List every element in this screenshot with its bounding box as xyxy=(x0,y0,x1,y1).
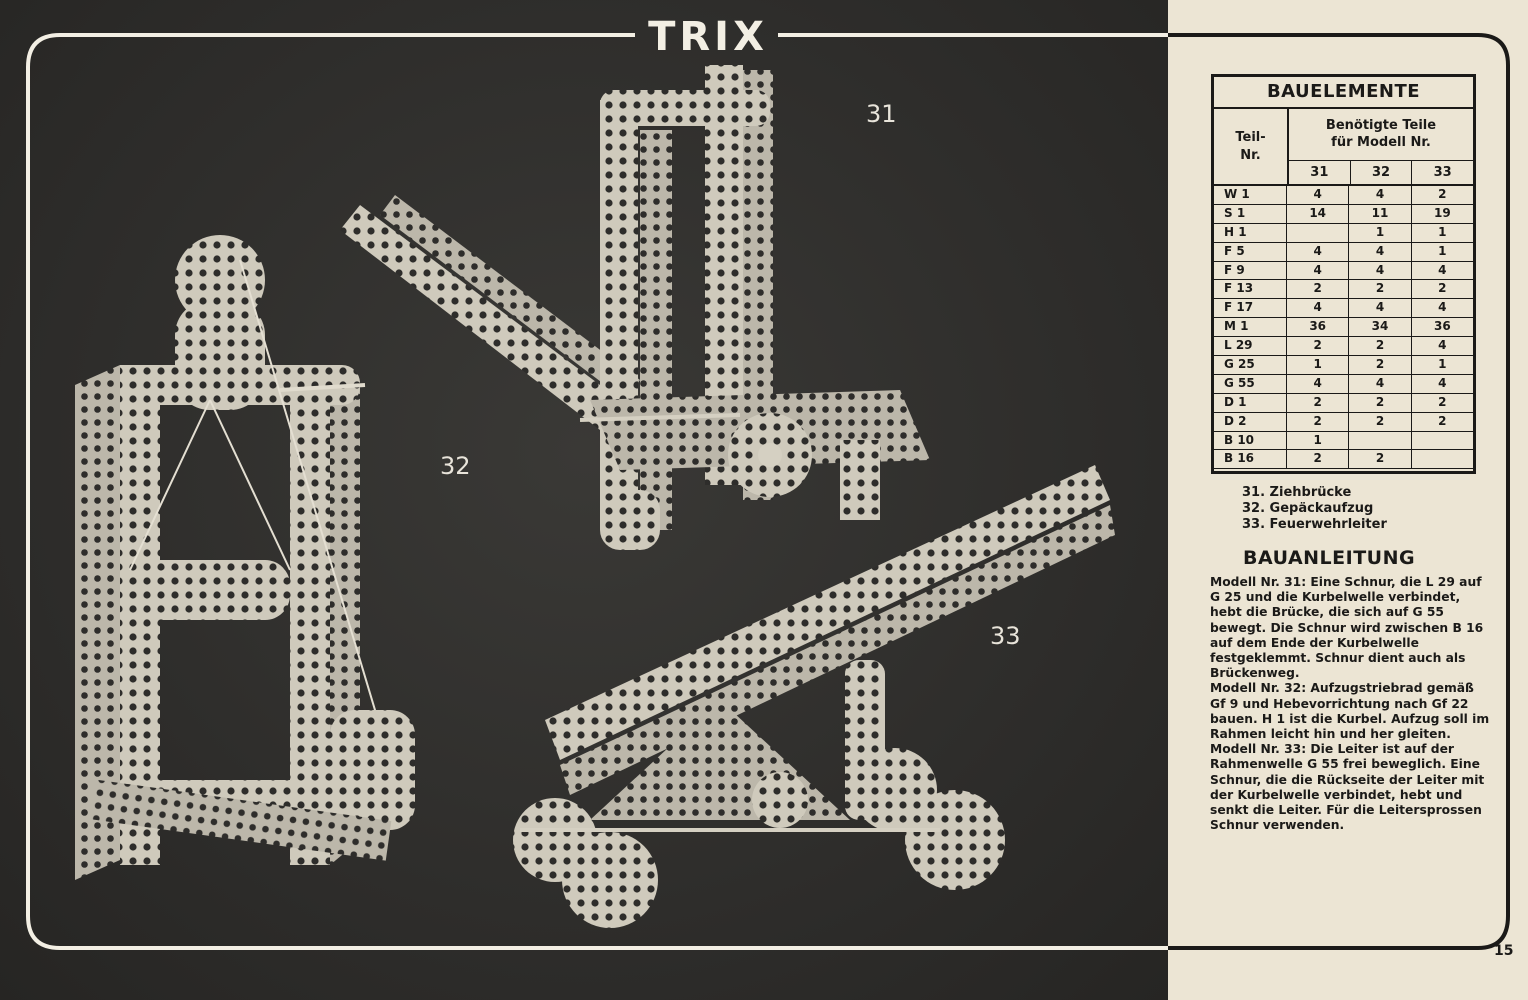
part-quantity: 4 xyxy=(1313,243,1322,258)
table-row xyxy=(1214,186,1473,205)
parts-table-header xyxy=(1214,109,1473,186)
part-quantity: 4 xyxy=(1313,262,1322,277)
part-quantity: 1 xyxy=(1411,224,1473,242)
page-number: 15 xyxy=(1494,943,1514,959)
part-quantity: 4 xyxy=(1313,187,1322,201)
model-33-label: 33 xyxy=(990,622,1021,650)
part-quantity: 4 xyxy=(1411,299,1473,317)
table-row xyxy=(1214,224,1473,243)
instructions-title: BAUANLEITUNG xyxy=(1243,547,1416,569)
part-quantity: 4 xyxy=(1348,262,1410,280)
part-quantity: 2 xyxy=(1313,281,1322,296)
part-code: B 10 xyxy=(1214,432,1287,450)
part-quantity: 2 xyxy=(1313,338,1322,353)
brand-logo-text: TRIX xyxy=(648,14,768,60)
parts-table xyxy=(1211,74,1476,474)
part-quantity: 4 xyxy=(1411,337,1473,355)
part-quantity: 14 xyxy=(1309,205,1327,220)
part-code: G 25 xyxy=(1214,356,1287,374)
part-code: B 16 xyxy=(1214,450,1287,468)
model-list xyxy=(1242,485,1387,533)
table-row xyxy=(1214,337,1473,356)
part-quantity: 4 xyxy=(1313,300,1322,315)
column-header: 33 xyxy=(1411,161,1473,184)
part-quantity: 2 xyxy=(1313,451,1322,466)
model-columns-header xyxy=(1289,161,1473,184)
needed-parts-header xyxy=(1289,109,1473,161)
needed-header-line2: für Modell Nr. xyxy=(1331,135,1431,150)
part-quantity: 1 xyxy=(1411,356,1473,374)
part-quantity xyxy=(1411,450,1473,468)
model-32-label: 32 xyxy=(440,452,471,480)
model-list-item: 32. Gepäckaufzug xyxy=(1242,501,1374,516)
part-quantity: 1 xyxy=(1411,243,1473,261)
part-quantity: 2 xyxy=(1411,394,1473,412)
part-quantity: 4 xyxy=(1348,375,1410,393)
part-quantity: 4 xyxy=(1313,375,1322,390)
table-row xyxy=(1214,375,1473,394)
column-header: 32 xyxy=(1350,161,1412,184)
part-code: F 17 xyxy=(1214,299,1287,317)
table-row xyxy=(1214,356,1473,375)
part-quantity: 36 xyxy=(1309,319,1327,334)
part-quantity: 2 xyxy=(1313,394,1322,409)
table-row xyxy=(1214,280,1473,299)
part-quantity: 19 xyxy=(1411,205,1473,223)
part-code: D 2 xyxy=(1214,413,1287,431)
part-header-line2: Nr. xyxy=(1240,147,1261,163)
part-quantity xyxy=(1411,432,1473,450)
part-quantity: 2 xyxy=(1313,413,1322,428)
part-code: S 1 xyxy=(1214,205,1287,223)
parts-table-body xyxy=(1214,186,1473,469)
part-code: D 1 xyxy=(1214,394,1287,412)
part-quantity: 2 xyxy=(1348,394,1410,412)
part-code: H 1 xyxy=(1214,224,1287,242)
part-quantity: 11 xyxy=(1348,205,1410,223)
part-quantity: 1 xyxy=(1313,432,1322,447)
part-quantity: 34 xyxy=(1348,318,1410,336)
part-quantity xyxy=(1348,432,1410,450)
part-code: L 29 xyxy=(1214,337,1287,355)
instruction-paragraph: Modell Nr. 33: Die Leiter ist auf der Rahmenwelle G 55 frei beweglich. Eine Schnur, die die Rückseite der Leiter mit der Kurbelwelle verbindet, hebt und senkt die Leiter. Für die Leitersprossen Schnur verwenden. xyxy=(1210,742,1485,833)
part-quantity: 4 xyxy=(1348,243,1410,261)
part-code: W 1 xyxy=(1214,186,1287,204)
table-row xyxy=(1214,243,1473,262)
table-row xyxy=(1214,205,1473,224)
table-row xyxy=(1214,318,1473,337)
part-quantity: 4 xyxy=(1411,375,1473,393)
table-row xyxy=(1214,432,1473,451)
table-row xyxy=(1214,450,1473,469)
parts-table-title: BAUELEMENTE xyxy=(1214,77,1473,109)
table-row xyxy=(1214,262,1473,281)
instruction-paragraph: Modell Nr. 31: Eine Schnur, die L 29 auf G 25 und die Kurbelwelle verbindet, hebt die Brücke, die sich auf G 55 bewegt. Die Schnur wird zwischen B 16 auf dem Ende der Kurbelwelle festgeklemmt. Schnur dient auch als Brückenweg. xyxy=(1210,575,1484,681)
part-quantity: 2 xyxy=(1348,337,1410,355)
part-number-header xyxy=(1214,109,1289,184)
part-code: F 5 xyxy=(1214,243,1287,261)
model-list-item: 33. Feuerwehrleiter xyxy=(1242,517,1387,532)
part-quantity: 2 xyxy=(1411,186,1473,204)
model-list-item: 31. Ziehbrücke xyxy=(1242,485,1352,500)
table-row xyxy=(1214,299,1473,318)
part-quantity: 2 xyxy=(1411,413,1473,431)
part-quantity xyxy=(1287,224,1348,242)
part-code: F 13 xyxy=(1214,280,1287,298)
part-quantity: 4 xyxy=(1348,186,1410,204)
column-header: 31 xyxy=(1310,165,1329,180)
table-row xyxy=(1214,394,1473,413)
part-quantity: 2 xyxy=(1411,280,1473,298)
part-quantity: 1 xyxy=(1313,357,1322,372)
part-code: F 9 xyxy=(1214,262,1287,280)
part-quantity: 1 xyxy=(1348,224,1410,242)
part-quantity: 2 xyxy=(1348,450,1410,468)
instruction-paragraph: Modell Nr. 32: Aufzugstriebrad gemäß Gf 9 und Hebevorrichtung nach Gf 22 bauen. H 1 ist die Kurbel. Aufzug soll im Rahmen leicht hin und her gleiten. xyxy=(1210,681,1490,742)
part-code: M 1 xyxy=(1214,318,1287,336)
part-quantity: 2 xyxy=(1348,280,1410,298)
instructions-body xyxy=(1210,575,1490,833)
part-quantity: 4 xyxy=(1348,299,1410,317)
model-31-label: 31 xyxy=(866,100,897,128)
part-header-line1: Teil- xyxy=(1235,129,1266,145)
part-quantity: 2 xyxy=(1348,356,1410,374)
part-quantity: 36 xyxy=(1411,318,1473,336)
part-quantity: 2 xyxy=(1348,413,1410,431)
table-row xyxy=(1214,413,1473,432)
part-code: G 55 xyxy=(1214,375,1287,393)
part-quantity: 4 xyxy=(1411,262,1473,280)
needed-header-line1: Benötigte Teile xyxy=(1325,118,1437,133)
